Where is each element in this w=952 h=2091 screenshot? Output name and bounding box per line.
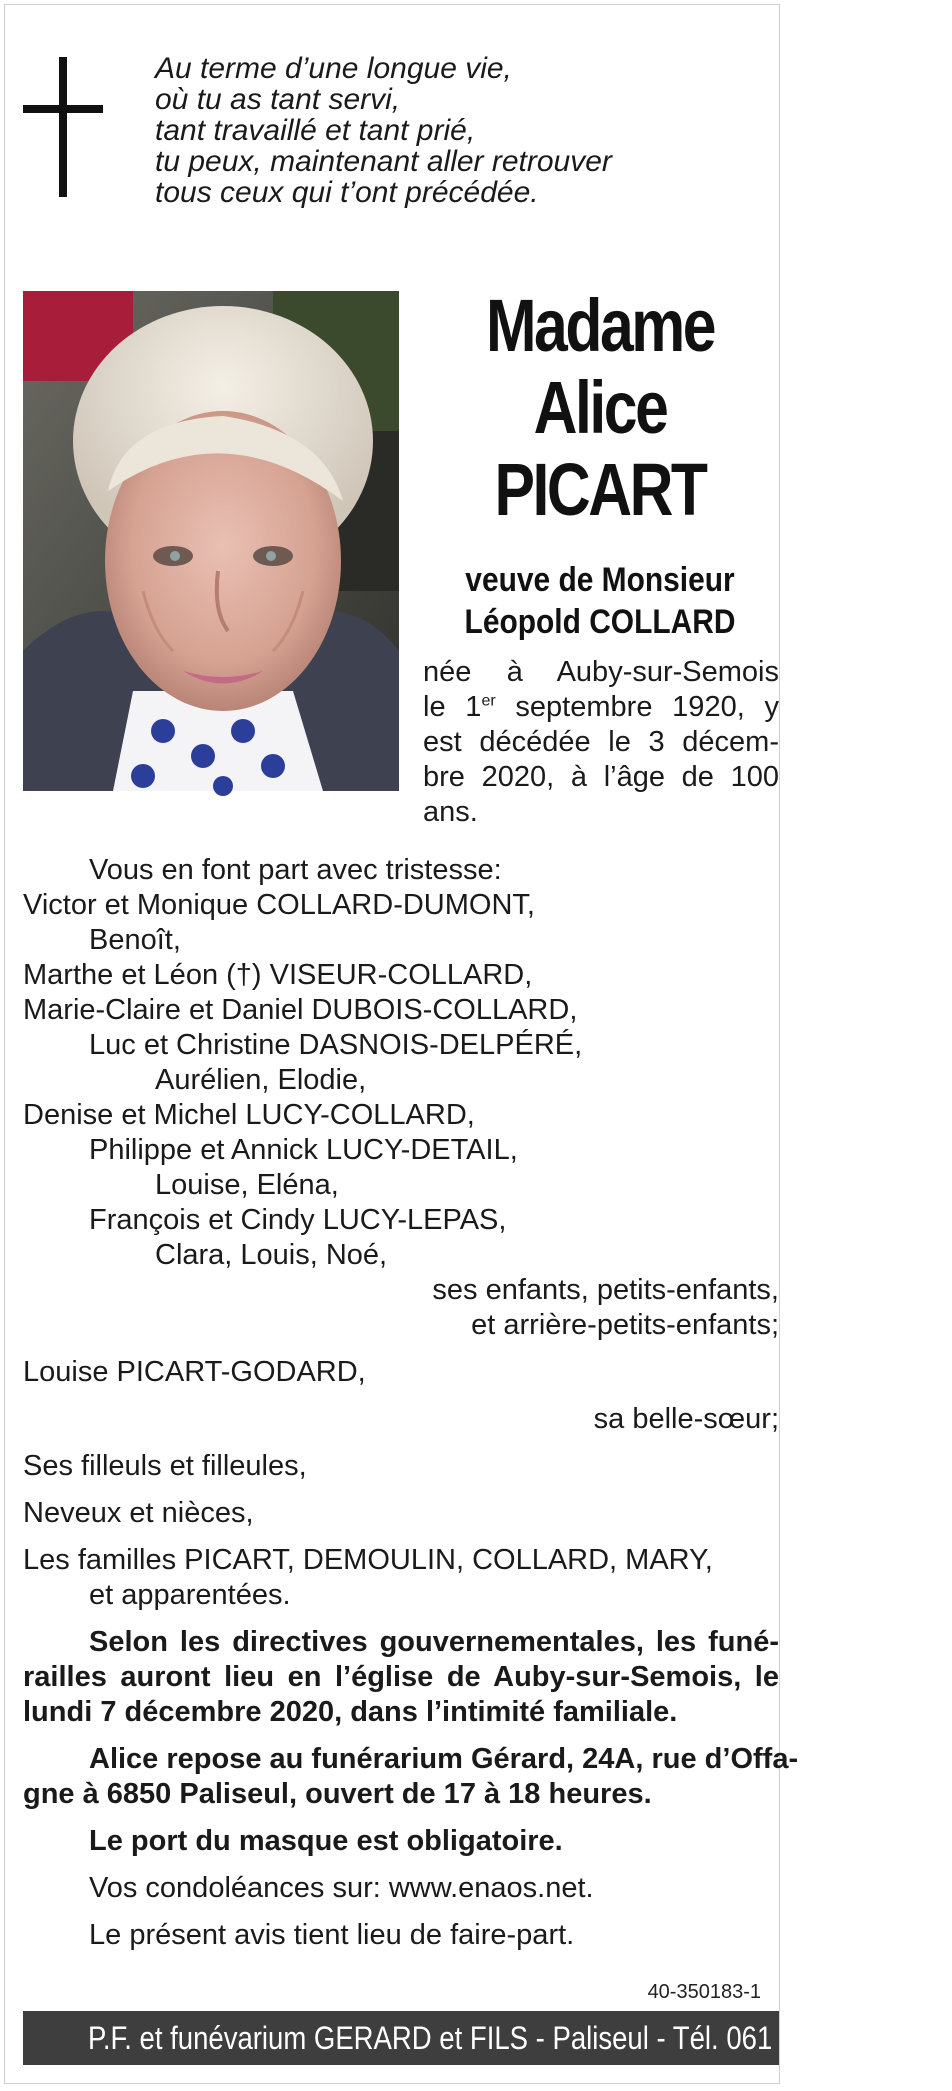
family-line: et apparentées. — [89, 1579, 291, 1611]
family-relation: et arrière-petits-enfants; — [471, 1309, 779, 1341]
family-line: Louise, Eléna, — [155, 1169, 339, 1201]
rest-notice — [23, 1742, 799, 1812]
poem-line: tous ceux qui t’ont précédée. — [155, 176, 539, 209]
family-intro: Vous en font part avec tristesse: — [89, 854, 502, 886]
birth-line: bre 2020, à l’âge de 100 — [423, 761, 779, 793]
family-line: Benoît, — [89, 924, 181, 956]
mask-notice: Le port du masque est obligatoire. — [89, 1825, 563, 1857]
announcement-body — [23, 853, 799, 1953]
notice-line: railles auront lieu en l’église de Auby-sur-Semois, le — [23, 1661, 779, 1693]
deceased-title: Madame — [485, 284, 715, 367]
family-line: Neveux et nièces, — [23, 1497, 254, 1529]
faire-part-notice: Le présent avis tient lieu de faire-part. — [89, 1919, 575, 1951]
family-line: Clara, Louis, Noé, — [155, 1239, 388, 1271]
birth-line: est décédée le 3 décem- — [423, 726, 779, 758]
deceased-name-block — [415, 285, 785, 643]
poem-line: tu peux, maintenant aller retrouver — [155, 145, 612, 178]
birth-line — [423, 690, 779, 725]
funeral-notice — [23, 1625, 779, 1730]
widow-of — [437, 559, 763, 643]
birth-date-rest: septembre 1920, y — [495, 691, 779, 723]
family-line: Denise et Michel LUCY-COLLARD, — [23, 1099, 475, 1131]
widow-line: Léopold COLLARD — [464, 603, 736, 641]
ordinal-suffix: er — [481, 692, 496, 710]
portrait-photo — [23, 291, 399, 791]
family-line: Marthe et Léon (†) VISEUR-COLLARD, — [23, 959, 533, 991]
notice-line: Selon les directives gouvernementales, les funé- — [89, 1626, 779, 1658]
deceased-last-name: PICART — [494, 448, 706, 531]
notice-line: gne à 6850 Paliseul, ouvert de 17 à 18 heures. — [23, 1778, 652, 1810]
reference-number: 40-350183-1 — [647, 1981, 761, 2003]
poem-line: Au terme d’une longue vie, — [155, 52, 512, 85]
family-relation: sa belle-sœur; — [593, 1403, 779, 1435]
obituary-page — [4, 4, 888, 2084]
birth-line: ans. — [423, 796, 478, 828]
deceased-first-name: Alice — [533, 366, 667, 449]
family-line: Victor et Monique COLLARD-DUMONT, — [23, 889, 535, 921]
birth-date-prefix: le 1 — [423, 691, 482, 723]
poem-line: tant travaillé et tant prié, — [155, 114, 476, 147]
widow-line: veuve de Monsieur — [465, 561, 735, 599]
family-line: Louise PICART-GODARD, — [23, 1356, 366, 1388]
birth-line: née à Auby-sur-Semois — [423, 656, 779, 688]
family-line: Ses filleuls et filleules, — [23, 1450, 307, 1482]
condolences-notice: Vos condoléances sur: www.enaos.net. — [89, 1872, 594, 1904]
notice-line: Alice repose au funérarium Gérard, 24A, rue d’Offa- — [89, 1743, 799, 1775]
family-relation: ses enfants, petits-enfants, — [432, 1274, 779, 1306]
notice-line: lundi 7 décembre 2020, dans l’intimité familiale. — [23, 1696, 678, 1728]
cross-icon — [19, 53, 105, 201]
family-line: Marie-Claire et Daniel DUBOIS-COLLARD, — [23, 994, 578, 1026]
poem-line: où tu as tant servi, — [155, 83, 401, 116]
poem — [155, 53, 755, 208]
birth-death-details — [423, 655, 779, 830]
family-line: Aurélien, Elodie, — [155, 1064, 367, 1096]
family-line: François et Cindy LUCY-LEPAS, — [89, 1204, 507, 1236]
family-line: Les familles PICART, DEMOULIN, COLLARD, MARY, — [23, 1544, 713, 1576]
funeral-home-text: P.F. et funévarium GERARD et FILS - Paliseul - Tél. 061 53 32 84 — [88, 2020, 888, 2056]
family-line: Luc et Christine DASNOIS-DELPÉRÉ, — [89, 1029, 583, 1061]
funeral-home-banner — [23, 2011, 888, 2065]
family-line: Philippe et Annick LUCY-DETAIL, — [89, 1134, 518, 1166]
